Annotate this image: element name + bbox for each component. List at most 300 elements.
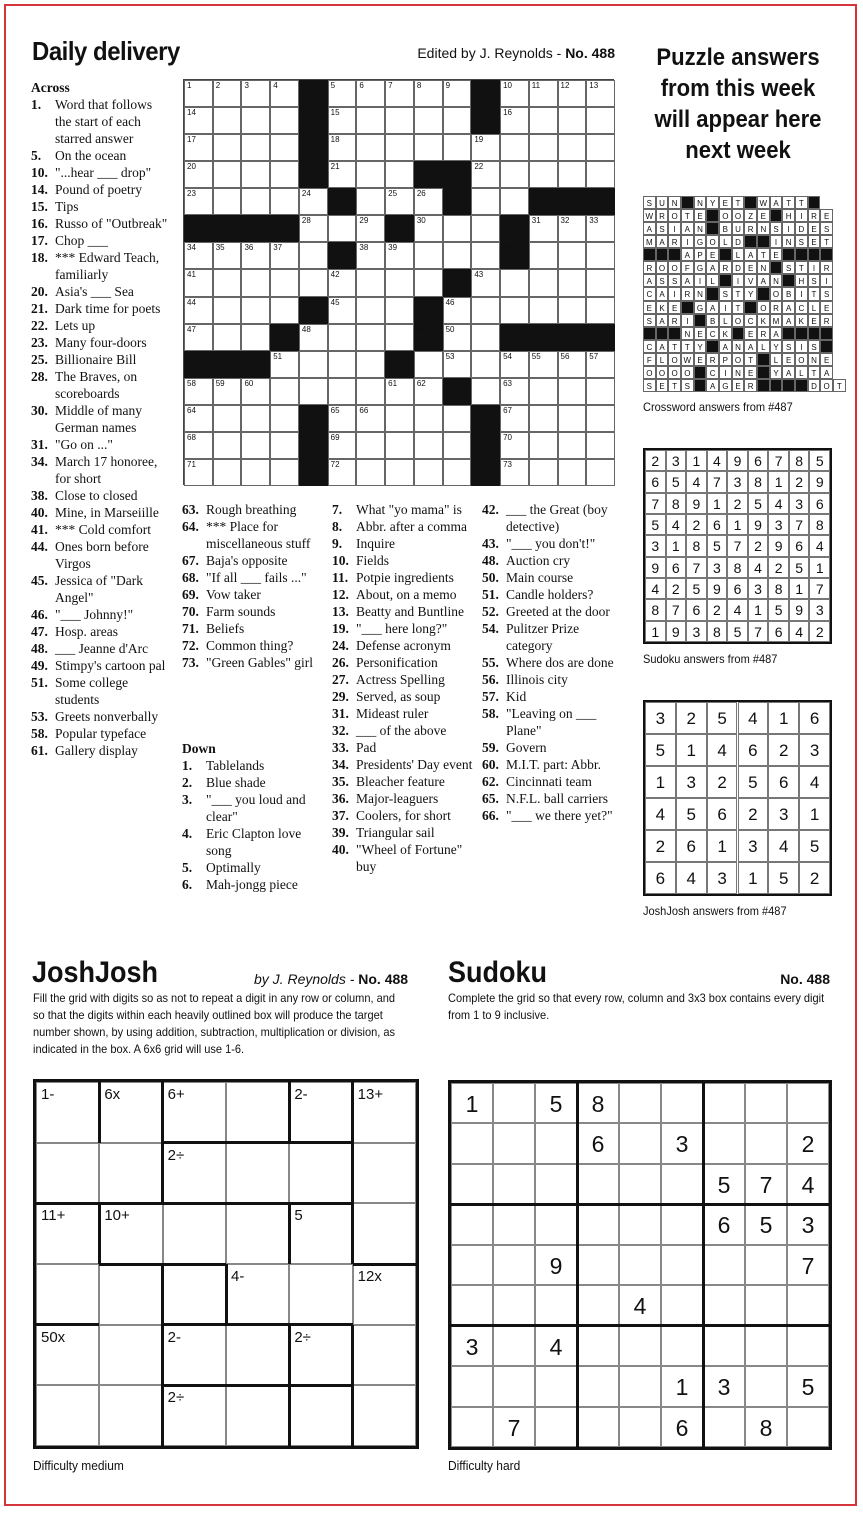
sudoku-cell[interactable] — [493, 1083, 535, 1123]
crossword-cell[interactable] — [443, 405, 472, 432]
sudoku-cell[interactable] — [745, 1407, 787, 1447]
crossword-cell[interactable] — [328, 432, 357, 459]
sudoku-cell[interactable] — [577, 1366, 619, 1406]
sudoku-grid[interactable] — [448, 1080, 832, 1450]
joshjosh-cell[interactable] — [99, 1264, 162, 1325]
sudoku-cell[interactable] — [451, 1407, 493, 1447]
crossword-cell[interactable] — [270, 351, 299, 378]
crossword-cell[interactable] — [356, 351, 385, 378]
crossword-cell[interactable] — [328, 107, 357, 134]
crossword-cell[interactable] — [328, 324, 357, 351]
crossword-cell[interactable] — [558, 80, 587, 107]
joshjosh-cell[interactable] — [36, 1325, 99, 1386]
joshjosh-cell[interactable] — [36, 1082, 99, 1143]
joshjosh-cell[interactable] — [163, 1385, 226, 1446]
joshjosh-cell[interactable] — [99, 1325, 162, 1386]
crossword-cell[interactable] — [586, 297, 615, 324]
crossword-cell[interactable] — [558, 269, 587, 296]
crossword-cell[interactable] — [385, 161, 414, 188]
crossword-cell[interactable] — [241, 134, 270, 161]
crossword-cell[interactable] — [529, 432, 558, 459]
crossword-cell[interactable] — [184, 80, 213, 107]
crossword-cell[interactable] — [558, 134, 587, 161]
crossword-cell[interactable] — [471, 242, 500, 269]
crossword-cell[interactable] — [558, 107, 587, 134]
crossword-cell[interactable] — [500, 405, 529, 432]
joshjosh-cell[interactable] — [226, 1385, 289, 1446]
crossword-cell[interactable] — [241, 432, 270, 459]
sudoku-cell[interactable] — [661, 1245, 703, 1285]
joshjosh-cell[interactable] — [36, 1264, 99, 1325]
sudoku-cell[interactable] — [451, 1083, 493, 1123]
crossword-cell[interactable] — [529, 297, 558, 324]
sudoku-cell[interactable] — [745, 1123, 787, 1163]
crossword-cell[interactable] — [385, 324, 414, 351]
crossword-cell[interactable] — [443, 297, 472, 324]
crossword-cell[interactable] — [270, 269, 299, 296]
sudoku-cell[interactable] — [787, 1407, 829, 1447]
crossword-cell[interactable] — [241, 297, 270, 324]
joshjosh-cell[interactable] — [99, 1385, 162, 1446]
crossword-cell[interactable] — [328, 297, 357, 324]
crossword-cell[interactable] — [529, 459, 558, 486]
crossword-cell[interactable] — [356, 161, 385, 188]
crossword-cell[interactable] — [213, 432, 242, 459]
crossword-cell[interactable] — [586, 432, 615, 459]
crossword-cell[interactable] — [184, 459, 213, 486]
crossword-cell[interactable] — [385, 269, 414, 296]
sudoku-cell[interactable] — [451, 1164, 493, 1204]
sudoku-cell[interactable] — [493, 1123, 535, 1163]
crossword-cell[interactable] — [586, 161, 615, 188]
crossword-cell[interactable] — [356, 80, 385, 107]
sudoku-cell[interactable] — [745, 1245, 787, 1285]
crossword-cell[interactable] — [586, 269, 615, 296]
crossword-cell[interactable] — [270, 134, 299, 161]
crossword-cell[interactable] — [529, 269, 558, 296]
crossword-cell[interactable] — [385, 459, 414, 486]
crossword-cell[interactable] — [270, 405, 299, 432]
joshjosh-cell[interactable] — [99, 1143, 162, 1204]
sudoku-cell[interactable] — [493, 1164, 535, 1204]
crossword-cell[interactable] — [328, 378, 357, 405]
crossword-cell[interactable] — [356, 107, 385, 134]
joshjosh-grid[interactable] — [33, 1079, 419, 1449]
crossword-cell[interactable] — [184, 107, 213, 134]
crossword-cell[interactable] — [241, 324, 270, 351]
crossword-cell[interactable] — [328, 351, 357, 378]
crossword-cell[interactable] — [500, 161, 529, 188]
crossword-cell[interactable] — [356, 432, 385, 459]
crossword-cell[interactable] — [328, 405, 357, 432]
sudoku-cell[interactable] — [493, 1245, 535, 1285]
sudoku-cell[interactable] — [787, 1285, 829, 1325]
sudoku-cell[interactable] — [787, 1164, 829, 1204]
joshjosh-cell[interactable] — [99, 1203, 162, 1264]
sudoku-cell[interactable] — [493, 1285, 535, 1325]
sudoku-cell[interactable] — [451, 1204, 493, 1244]
crossword-cell[interactable] — [471, 378, 500, 405]
crossword-cell[interactable] — [299, 324, 328, 351]
crossword-cell[interactable] — [443, 459, 472, 486]
sudoku-cell[interactable] — [703, 1123, 745, 1163]
crossword-cell[interactable] — [529, 134, 558, 161]
crossword-cell[interactable] — [241, 80, 270, 107]
joshjosh-cell[interactable] — [226, 1264, 289, 1325]
crossword-cell[interactable] — [529, 405, 558, 432]
joshjosh-cell[interactable] — [226, 1203, 289, 1264]
crossword-cell[interactable] — [529, 378, 558, 405]
sudoku-cell[interactable] — [745, 1204, 787, 1244]
crossword-cell[interactable] — [586, 405, 615, 432]
sudoku-cell[interactable] — [493, 1366, 535, 1406]
crossword-cell[interactable] — [414, 107, 443, 134]
sudoku-cell[interactable] — [661, 1164, 703, 1204]
crossword-cell[interactable] — [356, 405, 385, 432]
crossword-cell[interactable] — [586, 459, 615, 486]
crossword-cell[interactable] — [385, 432, 414, 459]
crossword-cell[interactable] — [385, 242, 414, 269]
crossword-cell[interactable] — [500, 80, 529, 107]
sudoku-cell[interactable] — [703, 1245, 745, 1285]
sudoku-cell[interactable] — [451, 1326, 493, 1366]
sudoku-cell[interactable] — [577, 1164, 619, 1204]
sudoku-cell[interactable] — [787, 1083, 829, 1123]
sudoku-cell[interactable] — [577, 1407, 619, 1447]
sudoku-cell[interactable] — [535, 1123, 577, 1163]
joshjosh-cell[interactable] — [226, 1325, 289, 1386]
sudoku-cell[interactable] — [535, 1326, 577, 1366]
crossword-cell[interactable] — [500, 378, 529, 405]
joshjosh-cell[interactable] — [289, 1264, 352, 1325]
crossword-cell[interactable] — [213, 378, 242, 405]
crossword-cell[interactable] — [184, 242, 213, 269]
crossword-cell[interactable] — [558, 405, 587, 432]
crossword-cell[interactable] — [385, 378, 414, 405]
crossword-cell[interactable] — [558, 297, 587, 324]
crossword-cell[interactable] — [184, 188, 213, 215]
crossword-cell[interactable] — [184, 378, 213, 405]
crossword-cell[interactable] — [443, 432, 472, 459]
crossword-cell[interactable] — [471, 215, 500, 242]
sudoku-cell[interactable] — [661, 1204, 703, 1244]
crossword-cell[interactable] — [328, 215, 357, 242]
crossword-cell[interactable] — [471, 161, 500, 188]
sudoku-cell[interactable] — [787, 1123, 829, 1163]
joshjosh-cell[interactable] — [353, 1082, 416, 1143]
sudoku-cell[interactable] — [787, 1366, 829, 1406]
joshjosh-cell[interactable] — [36, 1385, 99, 1446]
sudoku-cell[interactable] — [577, 1204, 619, 1244]
sudoku-cell[interactable] — [745, 1083, 787, 1123]
crossword-cell[interactable] — [328, 459, 357, 486]
crossword-cell[interactable] — [356, 188, 385, 215]
crossword-cell[interactable] — [270, 242, 299, 269]
sudoku-cell[interactable] — [535, 1204, 577, 1244]
sudoku-cell[interactable] — [451, 1285, 493, 1325]
crossword-cell[interactable] — [443, 242, 472, 269]
crossword-cell[interactable] — [414, 188, 443, 215]
crossword-cell[interactable] — [586, 351, 615, 378]
crossword-cell[interactable] — [500, 432, 529, 459]
crossword-cell[interactable] — [529, 80, 558, 107]
crossword-cell[interactable] — [443, 134, 472, 161]
crossword-cell[interactable] — [213, 188, 242, 215]
sudoku-cell[interactable] — [703, 1164, 745, 1204]
sudoku-cell[interactable] — [577, 1285, 619, 1325]
sudoku-cell[interactable] — [619, 1366, 661, 1406]
crossword-cell[interactable] — [586, 215, 615, 242]
sudoku-cell[interactable] — [451, 1245, 493, 1285]
crossword-cell[interactable] — [213, 297, 242, 324]
crossword-cell[interactable] — [270, 378, 299, 405]
crossword-cell[interactable] — [213, 161, 242, 188]
crossword-cell[interactable] — [241, 161, 270, 188]
crossword-cell[interactable] — [500, 134, 529, 161]
sudoku-cell[interactable] — [535, 1245, 577, 1285]
sudoku-cell[interactable] — [619, 1083, 661, 1123]
sudoku-cell[interactable] — [703, 1326, 745, 1366]
crossword-cell[interactable] — [529, 215, 558, 242]
sudoku-cell[interactable] — [661, 1326, 703, 1366]
crossword-cell[interactable] — [213, 80, 242, 107]
crossword-cell[interactable] — [558, 378, 587, 405]
sudoku-cell[interactable] — [451, 1123, 493, 1163]
sudoku-cell[interactable] — [745, 1326, 787, 1366]
crossword-cell[interactable] — [586, 242, 615, 269]
joshjosh-cell[interactable] — [289, 1325, 352, 1386]
sudoku-cell[interactable] — [703, 1204, 745, 1244]
sudoku-cell[interactable] — [493, 1407, 535, 1447]
joshjosh-cell[interactable] — [226, 1082, 289, 1143]
crossword-cell[interactable] — [385, 297, 414, 324]
crossword-cell[interactable] — [586, 80, 615, 107]
crossword-cell[interactable] — [558, 459, 587, 486]
sudoku-cell[interactable] — [535, 1164, 577, 1204]
sudoku-cell[interactable] — [619, 1123, 661, 1163]
crossword-cell[interactable] — [443, 324, 472, 351]
sudoku-cell[interactable] — [703, 1083, 745, 1123]
crossword-cell[interactable] — [356, 459, 385, 486]
joshjosh-cell[interactable] — [163, 1264, 226, 1325]
crossword-cell[interactable] — [213, 405, 242, 432]
crossword-cell[interactable] — [471, 188, 500, 215]
crossword-cell[interactable] — [414, 80, 443, 107]
sudoku-cell[interactable] — [703, 1285, 745, 1325]
joshjosh-cell[interactable] — [99, 1082, 162, 1143]
crossword-cell[interactable] — [356, 134, 385, 161]
joshjosh-cell[interactable] — [289, 1082, 352, 1143]
crossword-cell[interactable] — [241, 405, 270, 432]
crossword-cell[interactable] — [414, 432, 443, 459]
crossword-cell[interactable] — [184, 432, 213, 459]
crossword-cell[interactable] — [500, 459, 529, 486]
crossword-cell[interactable] — [385, 80, 414, 107]
crossword-cell[interactable] — [213, 242, 242, 269]
sudoku-cell[interactable] — [745, 1164, 787, 1204]
crossword-cell[interactable] — [184, 269, 213, 296]
crossword-cell[interactable] — [356, 297, 385, 324]
joshjosh-cell[interactable] — [353, 1385, 416, 1446]
crossword-cell[interactable] — [270, 80, 299, 107]
sudoku-cell[interactable] — [619, 1204, 661, 1244]
crossword-cell[interactable] — [241, 459, 270, 486]
crossword-cell[interactable] — [529, 351, 558, 378]
crossword-cell[interactable] — [328, 269, 357, 296]
crossword-cell[interactable] — [529, 161, 558, 188]
crossword-cell[interactable] — [385, 134, 414, 161]
crossword-cell[interactable] — [241, 269, 270, 296]
sudoku-cell[interactable] — [661, 1366, 703, 1406]
joshjosh-cell[interactable] — [163, 1203, 226, 1264]
sudoku-cell[interactable] — [745, 1366, 787, 1406]
sudoku-cell[interactable] — [535, 1083, 577, 1123]
sudoku-cell[interactable] — [535, 1407, 577, 1447]
crossword-cell[interactable] — [471, 134, 500, 161]
crossword-cell[interactable] — [558, 242, 587, 269]
crossword-cell[interactable] — [184, 405, 213, 432]
crossword-cell[interactable] — [443, 351, 472, 378]
crossword-cell[interactable] — [356, 269, 385, 296]
joshjosh-cell[interactable] — [289, 1143, 352, 1204]
crossword-cell[interactable] — [500, 297, 529, 324]
crossword-cell[interactable] — [184, 324, 213, 351]
sudoku-cell[interactable] — [661, 1407, 703, 1447]
sudoku-cell[interactable] — [745, 1285, 787, 1325]
crossword-cell[interactable] — [471, 351, 500, 378]
crossword-cell[interactable] — [558, 161, 587, 188]
crossword-cell[interactable] — [270, 297, 299, 324]
joshjosh-cell[interactable] — [226, 1143, 289, 1204]
joshjosh-cell[interactable] — [289, 1203, 352, 1264]
crossword-cell[interactable] — [328, 80, 357, 107]
crossword-cell[interactable] — [299, 269, 328, 296]
sudoku-cell[interactable] — [577, 1123, 619, 1163]
crossword-cell[interactable] — [500, 269, 529, 296]
joshjosh-cell[interactable] — [289, 1385, 352, 1446]
crossword-cell[interactable] — [586, 107, 615, 134]
crossword-cell[interactable] — [299, 378, 328, 405]
crossword-cell[interactable] — [471, 297, 500, 324]
crossword-cell[interactable] — [213, 134, 242, 161]
joshjosh-cell[interactable] — [353, 1143, 416, 1204]
crossword-cell[interactable] — [529, 242, 558, 269]
crossword-cell[interactable] — [443, 215, 472, 242]
sudoku-cell[interactable] — [535, 1366, 577, 1406]
crossword-cell[interactable] — [299, 242, 328, 269]
sudoku-cell[interactable] — [703, 1366, 745, 1406]
crossword-cell[interactable] — [414, 351, 443, 378]
crossword-cell[interactable] — [356, 242, 385, 269]
crossword-cell[interactable] — [241, 107, 270, 134]
crossword-cell[interactable] — [443, 80, 472, 107]
crossword-cell[interactable] — [213, 459, 242, 486]
crossword-cell[interactable] — [270, 107, 299, 134]
sudoku-cell[interactable] — [787, 1204, 829, 1244]
crossword-cell[interactable] — [500, 107, 529, 134]
crossword-cell[interactable] — [529, 107, 558, 134]
crossword-cell[interactable] — [213, 107, 242, 134]
joshjosh-cell[interactable] — [353, 1325, 416, 1386]
sudoku-cell[interactable] — [493, 1204, 535, 1244]
crossword-cell[interactable] — [356, 324, 385, 351]
crossword-cell[interactable] — [270, 188, 299, 215]
joshjosh-cell[interactable] — [36, 1203, 99, 1264]
crossword-cell[interactable] — [328, 134, 357, 161]
sudoku-cell[interactable] — [451, 1366, 493, 1406]
sudoku-cell[interactable] — [703, 1407, 745, 1447]
crossword-cell[interactable] — [385, 405, 414, 432]
sudoku-cell[interactable] — [619, 1285, 661, 1325]
crossword-cell[interactable] — [184, 134, 213, 161]
crossword-cell[interactable] — [184, 161, 213, 188]
crossword-cell[interactable] — [184, 297, 213, 324]
sudoku-cell[interactable] — [619, 1407, 661, 1447]
crossword-cell[interactable] — [356, 378, 385, 405]
sudoku-cell[interactable] — [535, 1285, 577, 1325]
sudoku-cell[interactable] — [661, 1285, 703, 1325]
crossword-cell[interactable] — [213, 269, 242, 296]
sudoku-cell[interactable] — [577, 1083, 619, 1123]
sudoku-cell[interactable] — [787, 1326, 829, 1366]
sudoku-cell[interactable] — [787, 1245, 829, 1285]
crossword-cell[interactable] — [385, 107, 414, 134]
sudoku-cell[interactable] — [619, 1164, 661, 1204]
crossword-cell[interactable] — [586, 378, 615, 405]
crossword-cell[interactable] — [299, 215, 328, 242]
sudoku-cell[interactable] — [577, 1245, 619, 1285]
joshjosh-cell[interactable] — [163, 1082, 226, 1143]
crossword-cell[interactable] — [270, 161, 299, 188]
crossword-cell[interactable] — [443, 107, 472, 134]
crossword-cell[interactable] — [414, 378, 443, 405]
crossword-cell[interactable] — [299, 351, 328, 378]
sudoku-cell[interactable] — [493, 1326, 535, 1366]
crossword-cell[interactable] — [385, 188, 414, 215]
joshjosh-cell[interactable] — [353, 1264, 416, 1325]
crossword-cell[interactable] — [586, 134, 615, 161]
sudoku-cell[interactable] — [661, 1083, 703, 1123]
sudoku-cell[interactable] — [661, 1123, 703, 1163]
crossword-cell[interactable] — [500, 188, 529, 215]
crossword-cell[interactable] — [558, 432, 587, 459]
crossword-cell[interactable] — [414, 405, 443, 432]
crossword-cell[interactable] — [356, 215, 385, 242]
sudoku-cell[interactable] — [619, 1245, 661, 1285]
crossword-cell[interactable] — [414, 215, 443, 242]
crossword-cell[interactable] — [213, 324, 242, 351]
crossword-cell[interactable] — [414, 242, 443, 269]
joshjosh-cell[interactable] — [163, 1325, 226, 1386]
crossword-cell[interactable] — [270, 432, 299, 459]
crossword-cell[interactable] — [328, 161, 357, 188]
crossword-cell[interactable] — [500, 351, 529, 378]
crossword-cell[interactable] — [241, 242, 270, 269]
crossword-cell[interactable] — [471, 324, 500, 351]
crossword-cell[interactable] — [241, 188, 270, 215]
crossword-cell[interactable] — [241, 378, 270, 405]
crossword-cell[interactable] — [558, 215, 587, 242]
crossword-cell[interactable] — [414, 134, 443, 161]
joshjosh-cell[interactable] — [353, 1203, 416, 1264]
crossword-cell[interactable] — [414, 459, 443, 486]
sudoku-cell[interactable] — [619, 1326, 661, 1366]
crossword-cell[interactable] — [270, 459, 299, 486]
sudoku-cell[interactable] — [577, 1326, 619, 1366]
crossword-cell[interactable] — [471, 269, 500, 296]
joshjosh-cell[interactable] — [36, 1143, 99, 1204]
crossword-cell[interactable] — [299, 188, 328, 215]
